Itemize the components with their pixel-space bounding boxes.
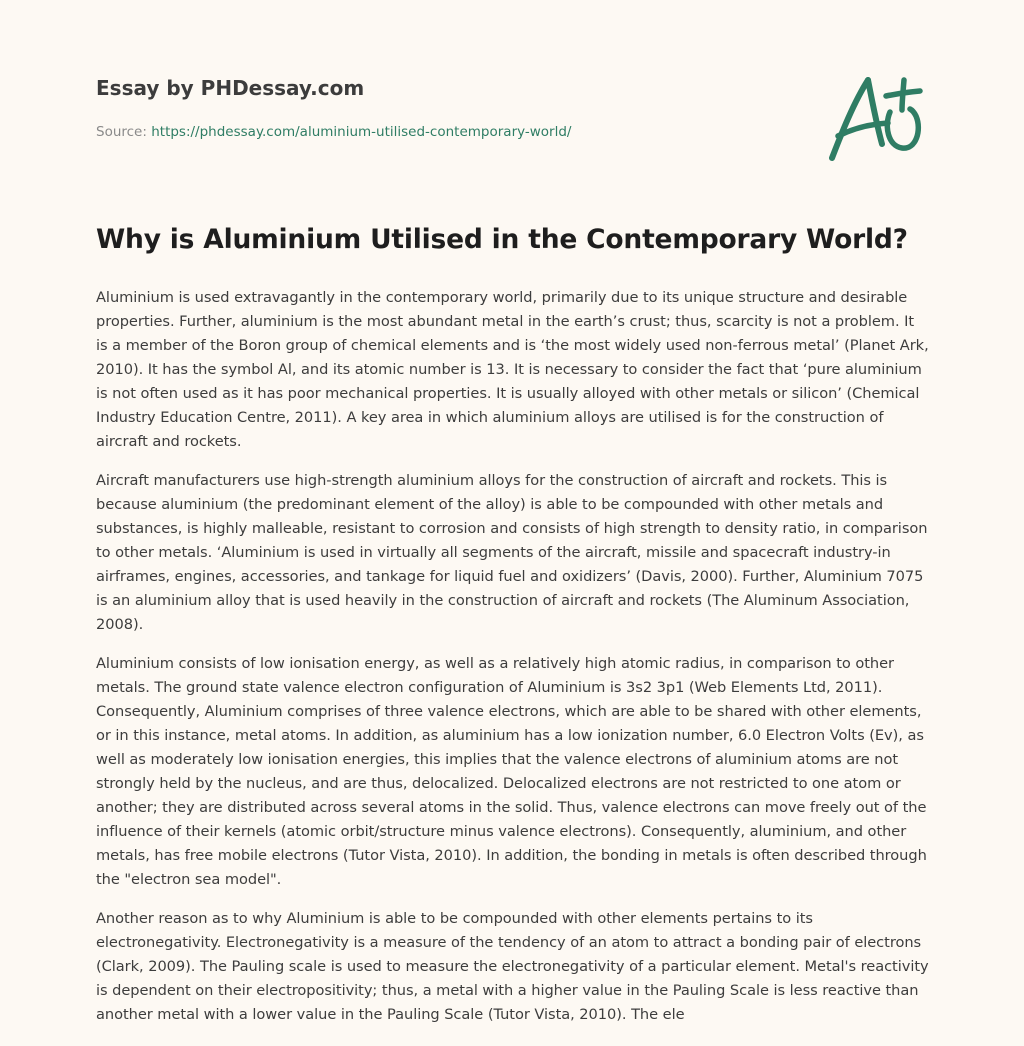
a-plus-logo-icon bbox=[824, 66, 928, 166]
source-line bbox=[96, 124, 571, 140]
essay-body bbox=[96, 286, 930, 1046]
essay-paragraph: Another reason as to why Aluminium is able to be compounded with other elements pertains to its electronegativity. Electronegativity is a measure of the tendency of an atom to attract a bonding pair of electrons (Clark, 2009). The Pauling scale is used to measure the electronegativity of a particular element. Metal's reactivity is dependent on their electropositivity; thus, a metal with a higher value in the Pauling Scale is less reactive than another metal with a lower value in the Pauling Scale (Tutor Vista, 2010). The ele bbox=[96, 910, 929, 1023]
site-header bbox=[96, 0, 928, 200]
source-label: Source: bbox=[96, 124, 147, 140]
source-link[interactable]: https://phdessay.com/aluminium-utilised-contemporary-world/ bbox=[151, 124, 572, 140]
essay-title: Why is Aluminium Utilised in the Contemporary World? bbox=[96, 224, 908, 255]
essay-paragraph: Aluminium consists of low ionisation energy, as well as a relatively high atomic radius, in comparison to other metals. The ground state valence electron configuration of Aluminium is 3s2 3p1 (Web Elements Ltd, 2011). Consequently, Aluminium comprises of three valence electrons, which are able to be shared with other elements, or in this instance, metal atoms. In addition, as aluminium has a low ionization number, 6.0 Electron Volts (Ev), as well as moderately low ionisation energies, this implies that the valence electrons of aluminium atoms are not strongly held by the nucleus, and are thus, delocalized. Delocalized electrons are not restricted to one atom or another; they are distributed across several atoms in the solid. Thus, valence electrons can move freely out of the influence of their kernels (atomic orbit/structure minus valence electrons). Consequently, aluminium, and other metals, has free mobile electrons (Tutor Vista, 2010). In addition, the bonding in metals is often described through the "electron sea model". bbox=[96, 655, 927, 888]
brand-title: Essay by PHDessay.com bbox=[96, 76, 365, 100]
essay-paragraph: Aluminium is used extravagantly in the contemporary world, primarily due to its unique structure and desirable properties. Further, aluminium is the most abundant metal in the earth’s crust; thus, scarcity is not a problem. It is a member of the Boron group of chemical elements and is ‘the most widely used non-ferrous metal’ (Planet Ark, 2010). It has the symbol Al, and its atomic number is 13. It is necessary to consider the fact that ‘pure aluminium is not often used as it has poor mechanical properties. It is usually alloyed with other metals or silicon’ (Chemical Industry Education Centre, 2011). A key area in which aluminium alloys are utilised is for the construction of aircraft and rockets. bbox=[96, 289, 929, 450]
essay-paragraph: Aircraft manufacturers use high-strength aluminium alloys for the construction of aircraft and rockets. This is because aluminium (the predominant element of the alloy) is able to be compounded with other metals and substances, is highly malleable, resistant to corrosion and consists of high strength to density ratio, in comparison to other metals. ‘Aluminium is used in virtually all segments of the aircraft, missile and spacecraft industry-in airframes, engines, accessories, and tankage for liquid fuel and oxidizers’ (Davis, 2000). Further, Aluminium 7075 is an aluminium alloy that is used heavily in the construction of aircraft and rockets (The Aluminum Association, 2008). bbox=[96, 472, 928, 633]
